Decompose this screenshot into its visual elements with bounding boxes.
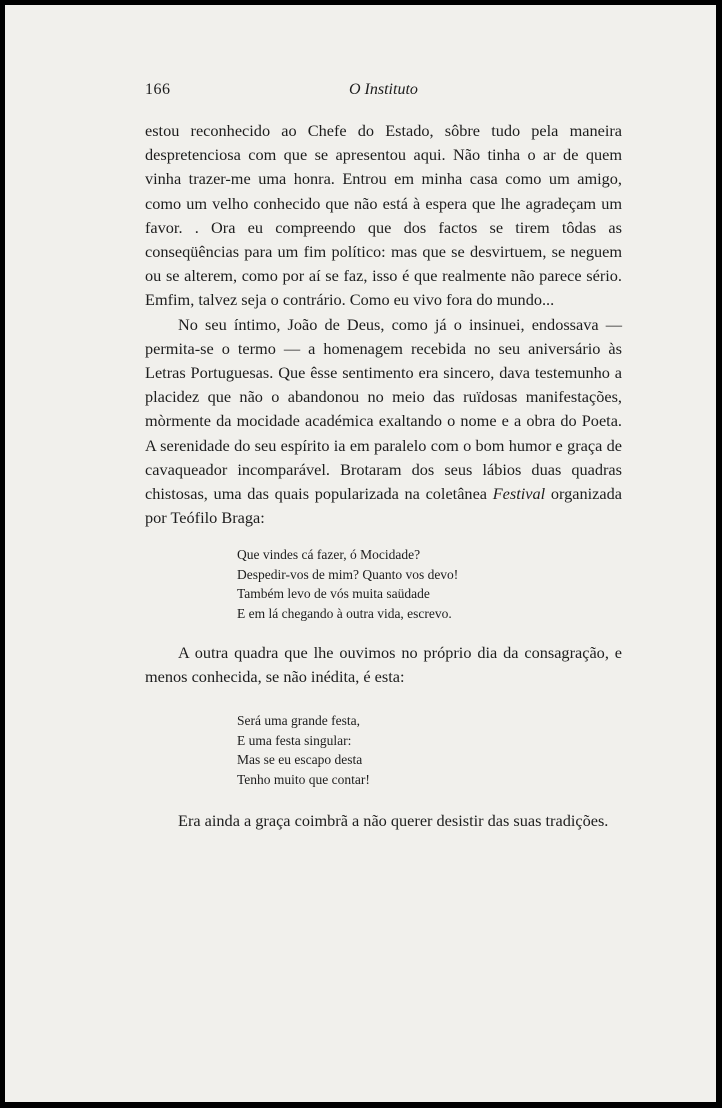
paragraph-1: estou reconhecido ao Chefe do Estado, sôbre tudo pela maneira despretenciosa com que se apresentou aqui. Não tinha o ar de quem vinha trazer-me uma honra. Entrou em minha casa como um amigo, como um velho conhecido que não está à espera que lhe agradeçam um favor. . Ora eu compreendo que dos factos se tirem tôdas as conseqüências para um fim político: mas que se desvirtuem, se neguem ou se alterem, como por aí se faz, isso é que realmente não parece sério. Emfim, talvez seja o contrário. Como eu vivo fora do mundo... [145,121,622,310]
verse-1-line-4: E em lá chegando à outra vida, escrevo. [237,605,452,621]
book-page [5,5,716,1102]
verse-quatrain-1 [237,545,622,623]
verse-1-line-3: Também levo de vós muita saüdade [237,586,430,602]
paragraph-2 [145,313,622,531]
paragraph-2-text-before-title: No seu íntimo, João de Deus, como já o insinuei, endossava — permita-se o termo — a homenagem recebida no seu aniversário às Letras Portuguesas. Que êsse sentimento era sincero, dava testemunho a placidez que não o abandonou no meio das ruïdosas manifestações, mòrmente da mocidade académica exaltando o nome e a obra do Poeta. A serenidade do seu espírito ia em paralelo com o bom humor e graça de cavaqueador incomparável. Brotaram dos seus lábios duas quadras chistosas, uma das quais popularizada na coletânea [145,314,622,504]
paragraph-2-text-after-title: organizada por Teófilo Braga: [145,484,622,528]
page-number: 166 [145,81,171,98]
verse-quatrain-2 [237,711,622,789]
verse-2-line-1: Será uma grande festa, [237,713,360,729]
paragraph-4: Era ainda a graça coimbrã a não querer desistir das suas tradições. [178,811,609,831]
verse-2-line-4: Tenho muito que contar! [237,771,370,787]
verse-1-line-2: Despedir-vos de mim? Quanto vos devo! [237,566,459,582]
running-title: O Instituto [349,81,418,98]
verse-2-line-3: Mas se eu escapo desta [237,752,363,768]
verse-2-line-2: E uma festa singular: [237,732,352,748]
body-text [145,119,622,833]
paragraph-3: A outra quadra que lhe ouvimos no próprio dia da consagração, e menos conhecida, se não inédita, é esta: [145,643,622,687]
italic-book-title: Festival [492,484,546,504]
page-header [145,81,600,105]
verse-1-line-1: Que vindes cá fazer, ó Mocidade? [237,547,421,563]
